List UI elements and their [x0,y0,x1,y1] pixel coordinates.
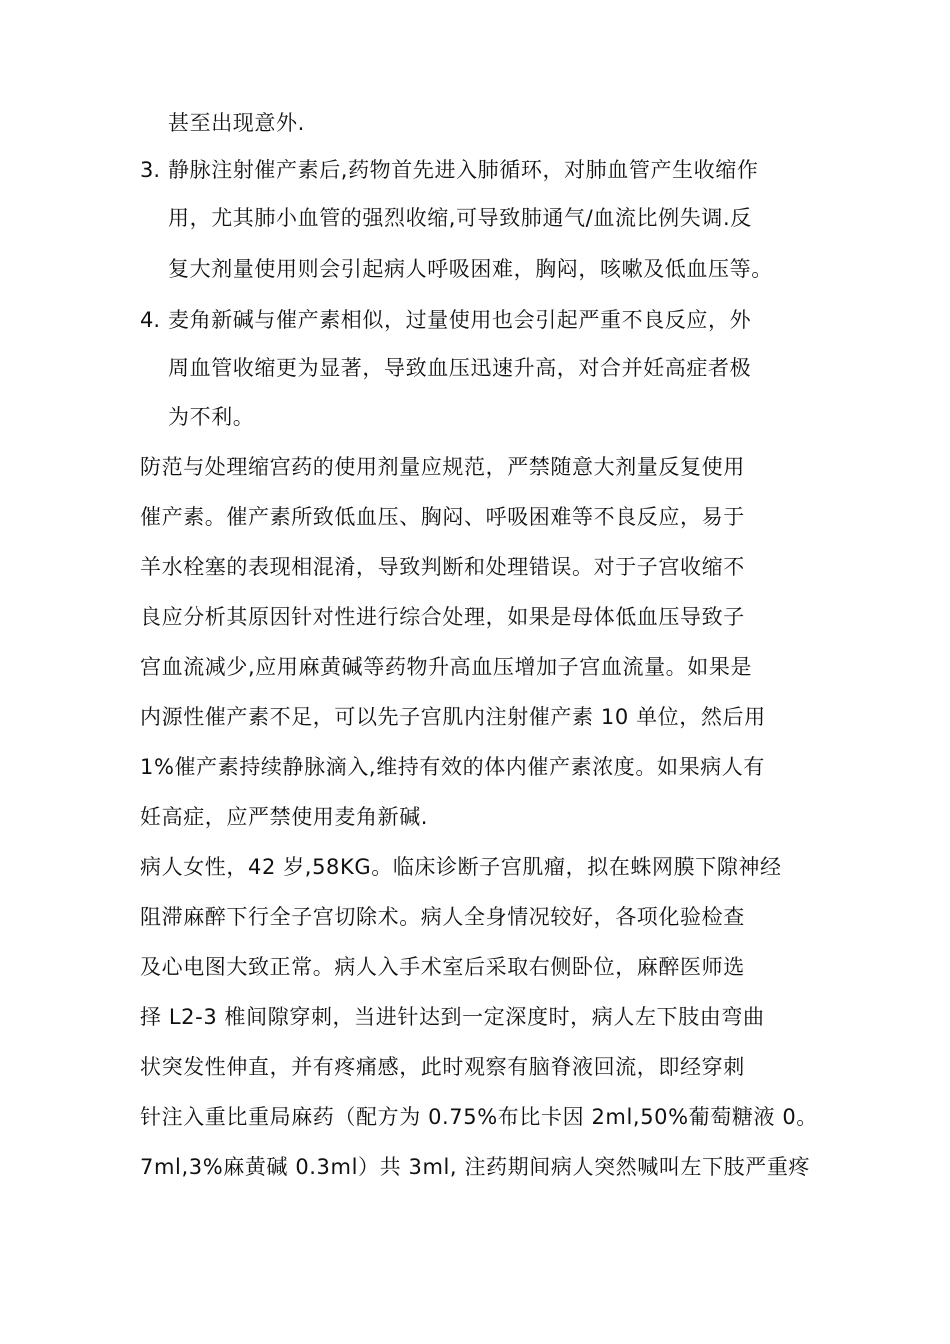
paragraph-line: 防范与处理缩宫药的使用剂量应规范，严禁随意大剂量反复使用 [140,455,745,479]
list-item-line: 为不利。 [168,405,255,429]
paragraph-line: 阻滞麻醉下行全子宫切除术。病人全身情况较好，各项化验检查 [140,905,745,929]
list-item-line: 静脉注射催产素后,药物首先进入肺循环，对肺血管产生收缩作 [168,158,759,182]
list-item-line: 麦角新碱与催产素相似，过量使用也会引起严重不良反应，外 [168,308,752,332]
paragraph-line: 及心电图大致正常。病人入手术室后采取右侧卧位，麻醉医师选 [140,955,745,979]
paragraph-line: 催产素。催产素所致低血压、胸闷、呼吸困难等不良反应，易于 [140,505,745,529]
paragraph-line: 针注入重比重局麻药（配方为 0.75%布比卡因 2ml,50%葡萄糖液 0。 [140,1105,818,1129]
list-item-line: 用，尤其肺小血管的强烈收缩,可导致肺通气/血流比例失调.反 [168,206,752,230]
paragraph-line: 病人女性，42 岁,58KG。临床诊断子宫肌瘤，拟在蛛网膜下隙神经 [140,855,782,879]
list-number: 3. [140,158,161,182]
paragraph-line: 良应分析其原因针对性进行综合处理，如果是母体低血压导致子 [140,605,745,629]
paragraph-line: 7ml,3%麻黄碱 0.3ml）共 3ml, 注药期间病人突然喊叫左下肢严重疼 [140,1155,811,1179]
paragraph-line: 1%催产素持续静脉滴入,维持有效的体内催产素浓度。如果病人有 [140,755,765,779]
list-item-line: 周血管收缩更为显著，导致血压迅速升高，对合并妊高症者极 [168,356,752,380]
paragraph-line: 择 L2-3 椎间隙穿刺，当进针达到一定深度时，病人左下肢由弯曲 [140,1005,765,1029]
list-item-line: 复大剂量使用则会引起病人呼吸困难，胸闷，咳嗽及低血压等。 [168,257,773,281]
paragraph-line: 羊水栓塞的表现相混淆，导致判断和处理错误。对于子宫收缩不 [140,555,745,579]
paragraph-line: 内源性催产素不足，可以先子宫肌内注射催产素 10 单位，然后用 [140,705,766,729]
paragraph-line: 妊高症，应严禁使用麦角新碱. [140,805,429,829]
paragraph-line: 状突发性伸直，并有疼痛感，此时观察有脑脊液回流，即经穿刺 [140,1055,745,1079]
list-number: 4. [140,308,161,332]
continuation-line: 甚至出现意外. [168,111,305,135]
paragraph-line: 宫血流减少,应用麻黄碱等药物升高血压增加子宫血流量。如果是 [140,655,753,679]
